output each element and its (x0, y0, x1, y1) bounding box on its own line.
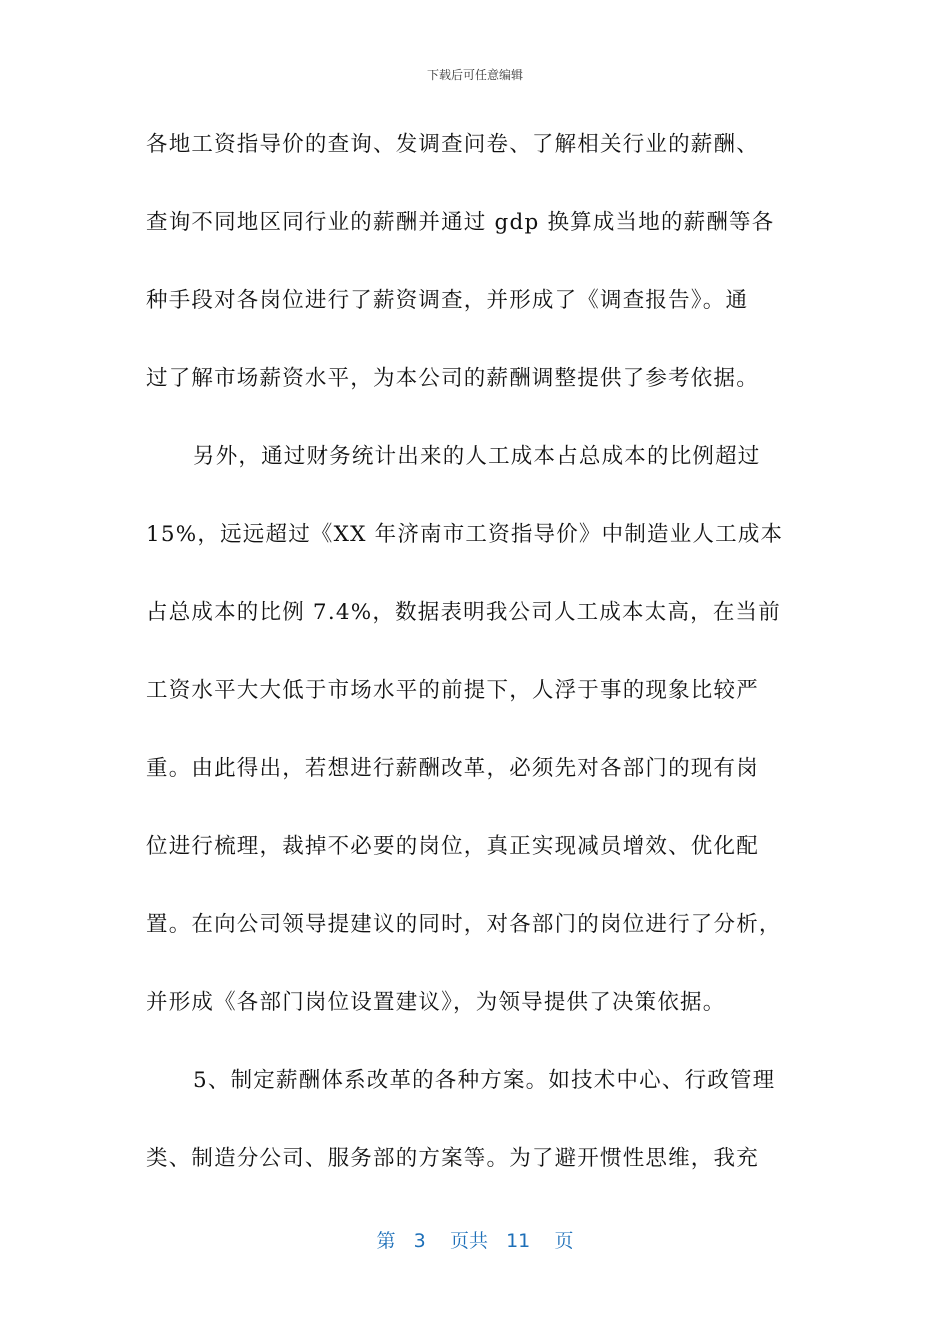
paragraph-start-line: 另外，通过财务统计出来的人工成本占总成本的比例超过 (193, 444, 761, 469)
text-line: 位进行梳理，裁掉不必要的岗位，真正实现减员增效、优化配 (146, 834, 759, 859)
footer-middle: 页共 (449, 1230, 488, 1252)
document-body (146, 121, 806, 1213)
text-line: 重。由此得出，若想进行薪酬改革，必须先对各部门的现有岗 (146, 756, 759, 781)
page-header-note: 下载后可任意编辑 (426, 68, 523, 82)
page-number-footer (0, 1226, 950, 1253)
text-line: 类、制造分公司、服务部的方案等。为了避开惯性思维，我充 (146, 1146, 759, 1171)
text-line: 15%，远远超过《XX 年济南市工资指导价》中制造业人工成本 (146, 522, 784, 547)
footer-suffix: 页 (554, 1230, 574, 1252)
footer-current-page: 3 (413, 1230, 426, 1252)
text-line: 并形成《各部门岗位设置建议》，为领导提供了决策依据。 (146, 990, 726, 1015)
footer-total-pages: 11 (506, 1230, 531, 1252)
text-line: 工资水平大大低于市场水平的前提下，人浮于事的现象比较严 (146, 678, 759, 703)
text-line: 种手段对各岗位进行了薪资调查，并形成了《调查报告》。通 (146, 288, 749, 313)
footer-prefix: 第 (376, 1230, 396, 1252)
text-line: 查询不同地区同行业的薪酬并通过 gdp 换算成当地的薪酬等各 (146, 210, 775, 235)
text-line: 置。在向公司领导提建议的同时，对各部门的岗位进行了分析， (146, 912, 782, 937)
paragraph-start-line: 5、制定薪酬体系改革的各种方案。如技术中心、行政管理 (193, 1068, 776, 1093)
text-line: 占总成本的比例 7.4%，数据表明我公司人工成本太高，在当前 (146, 600, 781, 625)
text-line: 过了解市场薪资水平，为本公司的薪酬调整提供了参考依据。 (146, 366, 759, 391)
text-line: 各地工资指导价的查询、发调查问卷、了解相关行业的薪酬、 (146, 132, 759, 157)
